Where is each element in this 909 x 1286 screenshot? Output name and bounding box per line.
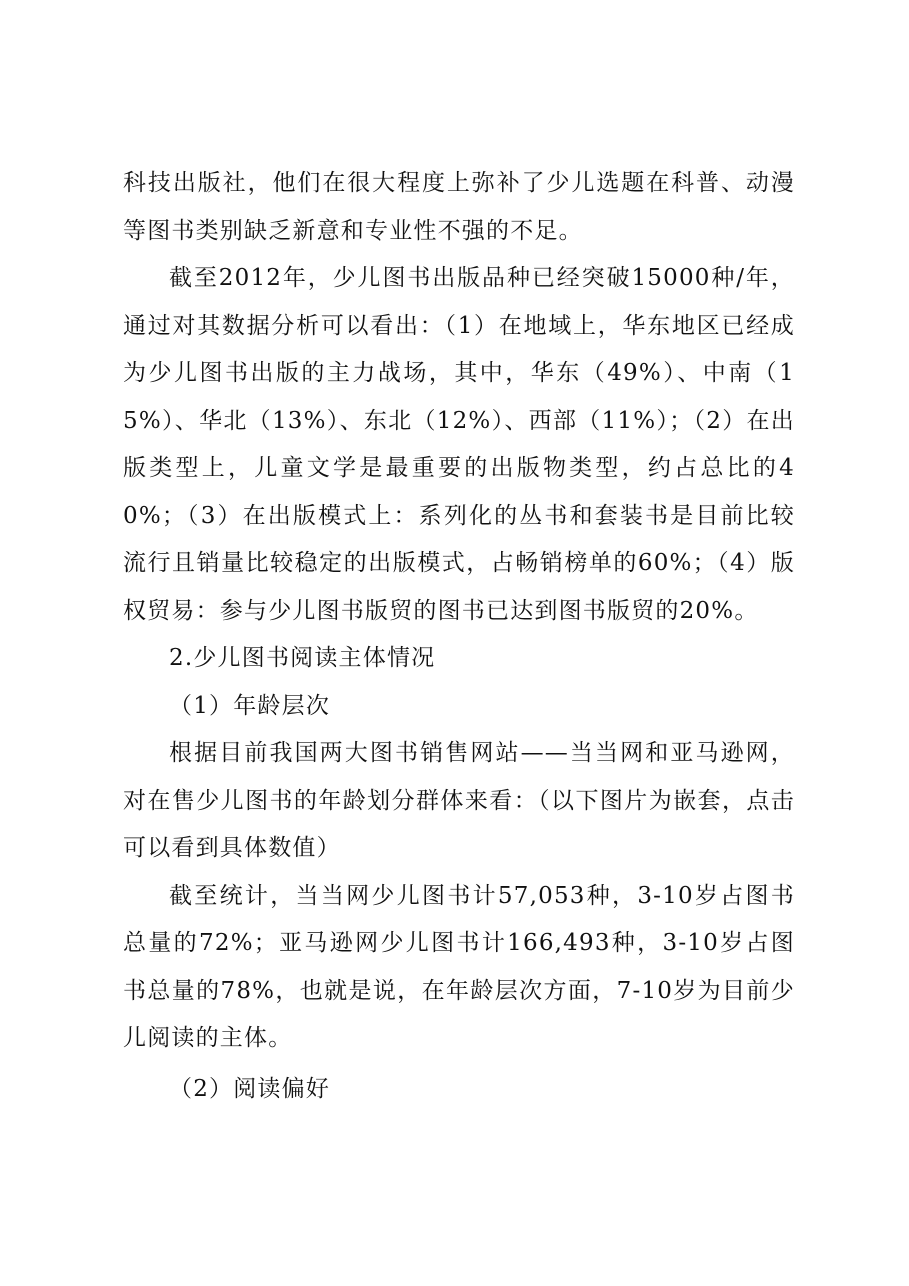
- section-heading-reading-subjects: 2.少儿图书阅读主体情况: [169, 645, 436, 671]
- paragraph-continuation: 科技出版社，他们在很大程度上弥补了少儿选题在科普、动漫等图书类别缺乏新意和专业性不强的不足。: [123, 170, 795, 244]
- document-body: [123, 160, 795, 1113]
- paragraph-publishing-statistics: 截至2012年，少儿图书出版品种已经突破15000种/年，通过对其数据分析可以看出：（1）在地域上，华东地区已经成为少儿图书出版的主力战场，其中，华东（49%）、中南（15%）、华北（13%）、东北（12%）、西部（11%）；（2）在出版类型上，儿童文学是最重要的出版物类型，约占总比的40%；（3）在出版模式上：系列化的丛书和套装书是目前比较流行且销量比较稳定的出版模式，占畅销榜单的60%；（4）版权贸易：参与少儿图书版贸的图书已达到图书版贸的20%。: [123, 265, 795, 624]
- paragraph-sales-websites: 根据目前我国两大图书销售网站——当当网和亚马逊网，对在售少儿图书的年龄划分群体来看：（以下图片为嵌套，点击可以看到具体数值）: [123, 740, 795, 861]
- subheading-age-level: （1）年龄层次: [169, 692, 331, 719]
- paragraph-age-statistics: 截至统计，当当网少儿图书计57,053种，3-10岁占图书总量的72%；亚马逊网少儿图书计166,493种，3-10岁占图书总量的78%，也就是说，在年龄层次方面，7-10岁为目前少儿阅读的主体。: [123, 882, 795, 1051]
- subheading-reading-preference: （2）阅读偏好: [169, 1075, 331, 1102]
